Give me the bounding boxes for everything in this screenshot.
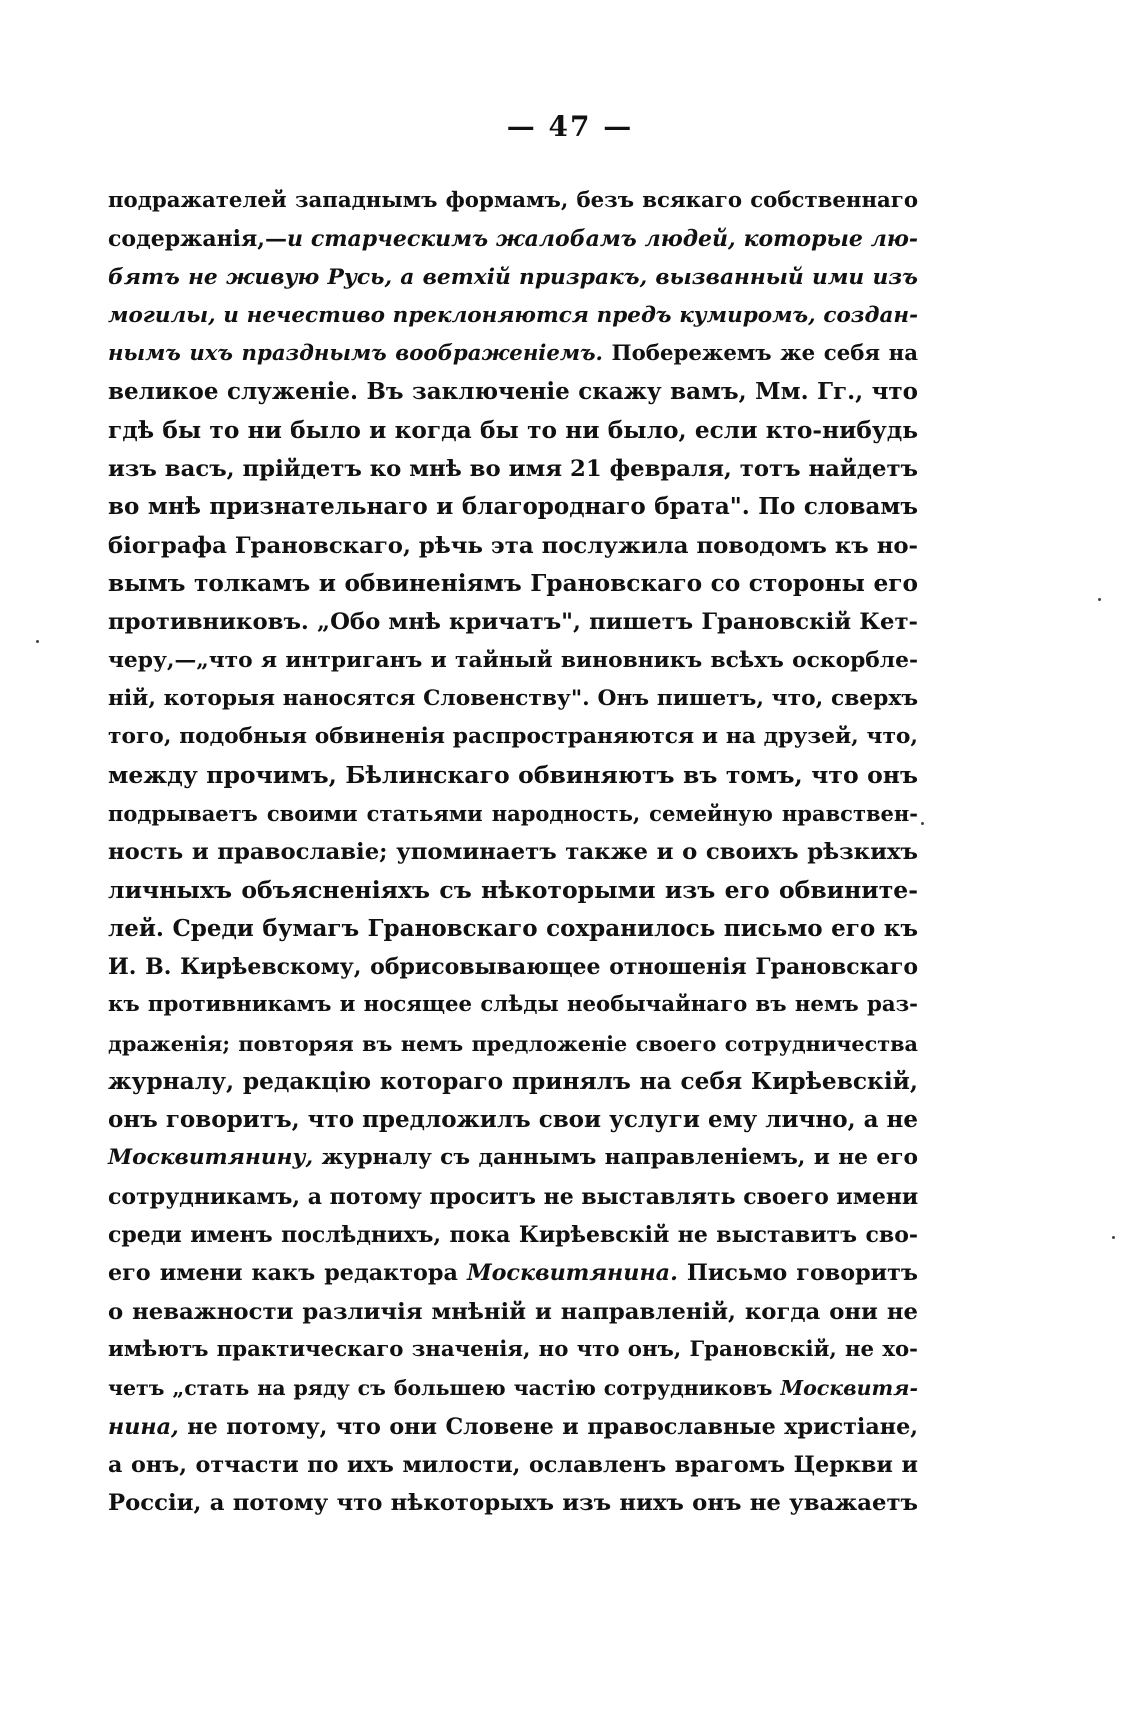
- text-line: [108, 1254, 918, 1292]
- text-line: [108, 1216, 918, 1254]
- text-line: [108, 1408, 918, 1446]
- text-segment: а онъ, отчасти по ихъ милости, ославленъ врагомъ Церкви и: [108, 1451, 918, 1478]
- text-segment: вымъ толкамъ и обвиненіямъ Грановскаго со стороны его: [108, 569, 918, 597]
- text-line: [108, 1446, 918, 1484]
- italic-segment: нымъ ихъ празднымъ воображеніемъ.: [108, 341, 603, 367]
- text-line: [108, 1025, 918, 1063]
- italic-segment: нина,: [108, 1413, 179, 1440]
- print-speck: [1112, 1236, 1115, 1239]
- text-line: [108, 220, 918, 258]
- text-line: [108, 1484, 918, 1522]
- text-line: [108, 412, 918, 450]
- text-segment: драженія; повторяя въ немъ предложеніе своего сотрудничества: [108, 1031, 918, 1056]
- text-line: [108, 795, 918, 833]
- text-line: [108, 948, 918, 986]
- text-line: [108, 1178, 918, 1216]
- print-speck: [1098, 598, 1101, 601]
- text-segment: великое служеніе. Въ заключеніе скажу вамъ, Мм. Гг., что: [108, 378, 918, 406]
- text-segment: его имени какъ редактора: [108, 1260, 467, 1287]
- text-line: [108, 488, 918, 526]
- text-segment: онъ говоритъ, что предложилъ свои услуги ему лично, а не: [108, 1106, 918, 1134]
- text-segment: біографа Грановскаго, рѣчь эта послужила поводомъ къ но-: [108, 532, 918, 559]
- text-segment: подрываетъ своими статьями народность, семейную нравствен-: [108, 800, 918, 826]
- italic-segment: Москвитянину,: [108, 1145, 314, 1171]
- text-segment: личныхъ объясненіяхъ съ нѣкоторыми изъ его обвините-: [108, 876, 918, 905]
- text-line: [108, 986, 918, 1024]
- text-segment: лей. Среди бумагъ Грановскаго сохранилось письмо его къ: [108, 914, 918, 942]
- italic-segment: Москвитянина.: [466, 1260, 678, 1287]
- text-line: [108, 1063, 918, 1101]
- text-segment: ній, которыя наносятся Словенству". Онъ пишетъ, что, сверхъ: [108, 685, 918, 711]
- text-segment: Побережемъ же себя на: [602, 341, 919, 367]
- text-line: [108, 1139, 918, 1177]
- text-segment: во мнѣ признательнаго и благороднаго брата". По словамъ: [108, 493, 918, 521]
- text-segment: ность и православіе; упоминаетъ также и о своихъ рѣзкихъ: [108, 839, 918, 866]
- text-line: [108, 373, 918, 411]
- text-segment: четъ „стать на ряду съ большею частію сотрудниковъ: [108, 1376, 781, 1401]
- italic-segment: могилы, и нечестиво преклоняются предъ кумиромъ, создан-: [108, 302, 918, 328]
- text-line: [108, 259, 918, 297]
- text-segment: И. В. Кирѣевскому, обрисовывающее отношенія Грановскаго: [108, 953, 918, 980]
- text-segment: того, подобныя обвиненія распространяются и на друзей, что,: [108, 724, 918, 750]
- print-speck: [921, 822, 924, 825]
- text-segment: гдѣ бы то ни было и когда бы то ни было, если кто-нибудь: [108, 416, 918, 444]
- text-segment: противниковъ. „Обо мнѣ кричатъ", пишетъ Грановскій Кет-: [108, 609, 918, 636]
- text-segment: имѣютъ практическаго значенія, но что онъ, Грановскій, не хо-: [108, 1336, 918, 1362]
- text-segment: черу,—„что я интриганъ и тайный виновникъ всѣхъ оскорбле-: [108, 647, 918, 673]
- text-line: [108, 565, 918, 603]
- text-segment: Письмо говоритъ: [677, 1260, 918, 1287]
- text-segment: журналу, редакцію котораго принялъ на себя Кирѣевскій,: [108, 1067, 918, 1095]
- text-segment: къ противникамъ и носящее слѣды необычайнаго въ немъ раз-: [108, 992, 918, 1018]
- text-segment: сотрудникамъ, а потому проситъ не выставлять своего имени: [108, 1183, 919, 1210]
- text-segment: не потому, что они Словене и православные христіане,: [178, 1413, 918, 1440]
- text-line: [108, 756, 918, 794]
- text-line: [108, 718, 918, 756]
- text-line: [108, 1369, 918, 1407]
- text-line: [108, 1101, 918, 1139]
- text-segment: изъ васъ, прійдетъ ко мнѣ во имя 21 февраля, тотъ найдетъ: [108, 456, 918, 483]
- text-line: [108, 297, 918, 335]
- text-line: [108, 182, 918, 220]
- text-segment: о неважности различія мнѣній и направленій, когда они не: [108, 1298, 918, 1325]
- text-line: [108, 871, 918, 909]
- text-line: [108, 450, 918, 488]
- italic-segment: Москвитя-: [780, 1376, 918, 1401]
- text-line: [108, 1331, 918, 1369]
- page-number: — 47 —: [506, 110, 634, 143]
- text-segment: подражателей западнымъ формамъ, безъ всякаго собственнаго: [108, 188, 918, 213]
- text-segment: Россіи, а потому что нѣкоторыхъ изъ нихъ онъ не уважаетъ: [108, 1490, 918, 1517]
- text-segment: между прочимъ, Бѣлинскаго обвиняютъ въ томъ, что онъ: [108, 761, 918, 790]
- text-line: [108, 1293, 918, 1331]
- text-segment: содержанія,—: [108, 226, 287, 253]
- print-speck: [36, 640, 39, 643]
- text-line: [108, 680, 918, 718]
- text-line: [108, 603, 918, 641]
- text-line: [108, 642, 918, 680]
- text-line: [108, 335, 918, 373]
- text-line: [108, 910, 918, 948]
- text-line: [108, 527, 918, 565]
- text-segment: среди именъ послѣднихъ, пока Кирѣевскій не выставитъ сво-: [108, 1222, 918, 1249]
- body-text: [108, 182, 918, 1522]
- italic-segment: бятъ не живую Русь, а ветхій призракъ, вызванный ими изъ: [108, 264, 918, 290]
- text-segment: журналу съ даннымъ направленіемъ, и не его: [313, 1145, 918, 1171]
- italic-segment: и старческимъ жалобамъ людей, которые лю-: [286, 226, 918, 253]
- text-line: [108, 833, 918, 871]
